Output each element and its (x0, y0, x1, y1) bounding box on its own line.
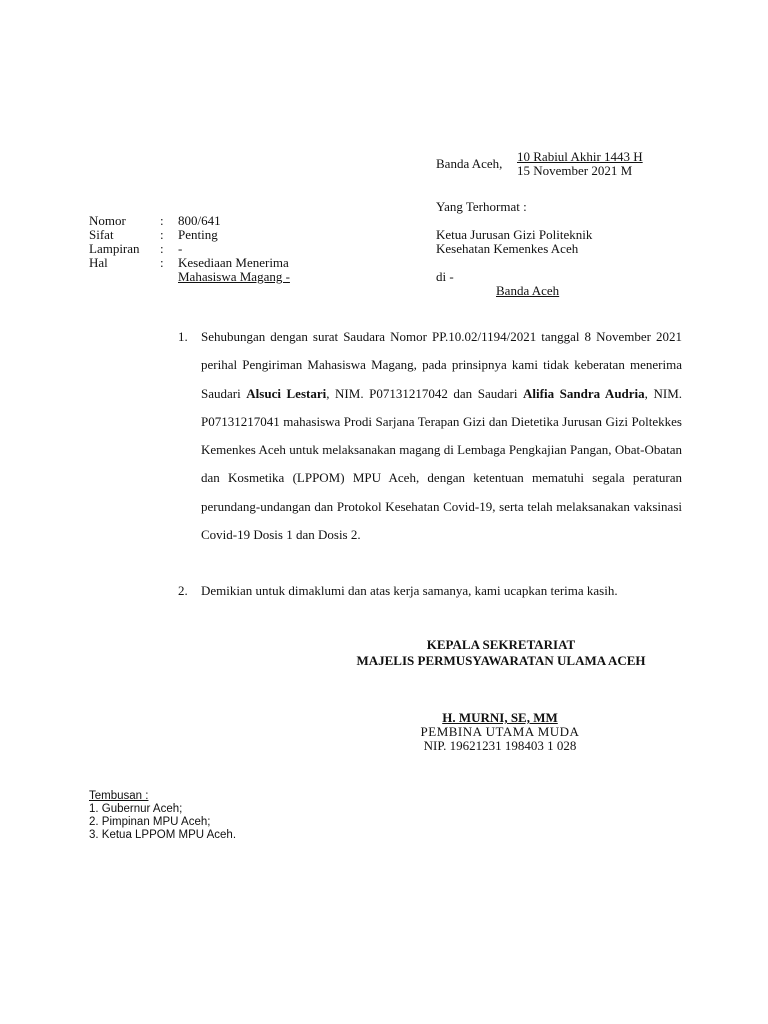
paragraph-1-text-c: , NIM. P07131217041 mahasiswa Prodi Sarjana Terapan Gizi dan Dietetika Jurusan Gizi Poltekkes Kemenkes Aceh untuk melaksanakan magang di Lembaga Pengkajian Pangan, Obat-Obatan dan Kosmetika (LPPOM) MPU Aceh, dengan ketentuan mematuhi segala peraturan perundang-undangan dan Protokol Kesehatan Covid-19, serta telah melaksanakan vaksinasi Covid-19 Dosis 1 dan Dosis 2. (201, 385, 683, 543)
cc-heading: Tembusan : (89, 790, 149, 802)
meta-value-hal-2: Mahasiswa Magang - (178, 269, 290, 284)
meta-sep-sifat: : (160, 227, 164, 242)
recipient-di: di - (436, 269, 454, 284)
meta-sep-nomor: : (160, 213, 164, 228)
recipient-greeting: Yang Terhormat : (436, 199, 527, 214)
paragraph-1-text-b: , NIM. P07131217042 dan Saudari (326, 385, 524, 401)
cc-item-2: 2. Pimpinan MPU Aceh; (89, 816, 211, 828)
recipient-line-1: Ketua Jurusan Gizi Politeknik (436, 227, 593, 242)
student-name-1: Alsuci Lestari (246, 385, 327, 401)
meta-value-hal: Kesediaan Menerima (178, 255, 289, 270)
paragraph-1-text-a: Sehubungan dengan surat Saudara Nomor PP.10.02/1194/2021 tanggal 8 November 2021 perihal Pengiriman Mahasiswa Magang, pada prinsipnya kami tidak keberatan menerima Saudari (201, 329, 682, 401)
meta-label-hal: Hal (89, 255, 108, 270)
meta-sep-lampiran: : (160, 241, 164, 256)
meta-label-sifat: Sifat (89, 227, 114, 242)
date-place: Banda Aceh, (436, 156, 503, 171)
meta-label-nomor: Nomor (89, 213, 126, 228)
cc-item-1: 1. Gubernur Aceh; (89, 803, 183, 815)
meta-value-sifat: Penting (178, 227, 218, 242)
meta-value-lampiran: - (178, 241, 183, 256)
paragraph-1 (201, 323, 682, 549)
signature-nip: NIP. 19621231 198403 1 028 (423, 738, 577, 753)
signature-name: H. MURNI, SE, MM (442, 710, 558, 725)
signature-title-2: MAJELIS PERMUSYAWARATAN ULAMA ACEH (356, 653, 646, 668)
paragraph-1-number: 1. (178, 329, 188, 344)
student-name-2: Alifia Sandra Audria (523, 385, 645, 401)
meta-value-nomor: 800/641 (178, 213, 221, 228)
meta-label-lampiran: Lampiran (89, 241, 140, 256)
signature-rank: PEMBINA UTAMA MUDA (420, 724, 580, 739)
recipient-city: Banda Aceh (496, 283, 560, 298)
recipient-line-2: Kesehatan Kemenkes Aceh (436, 241, 579, 256)
paragraph-2-number: 2. (178, 583, 188, 598)
date-gregorian: 15 November 2021 M (517, 163, 633, 178)
cc-item-3: 3. Ketua LPPOM MPU Aceh. (89, 829, 237, 841)
meta-sep-hal: : (160, 255, 164, 270)
date-hijri: 10 Rabiul Akhir 1443 H (517, 149, 643, 164)
signature-title-1: KEPALA SEKRETARIAT (426, 637, 576, 652)
paragraph-2: Demikian untuk dimaklumi dan atas kerja samanya, kami ucapkan terima kasih. (201, 583, 618, 598)
